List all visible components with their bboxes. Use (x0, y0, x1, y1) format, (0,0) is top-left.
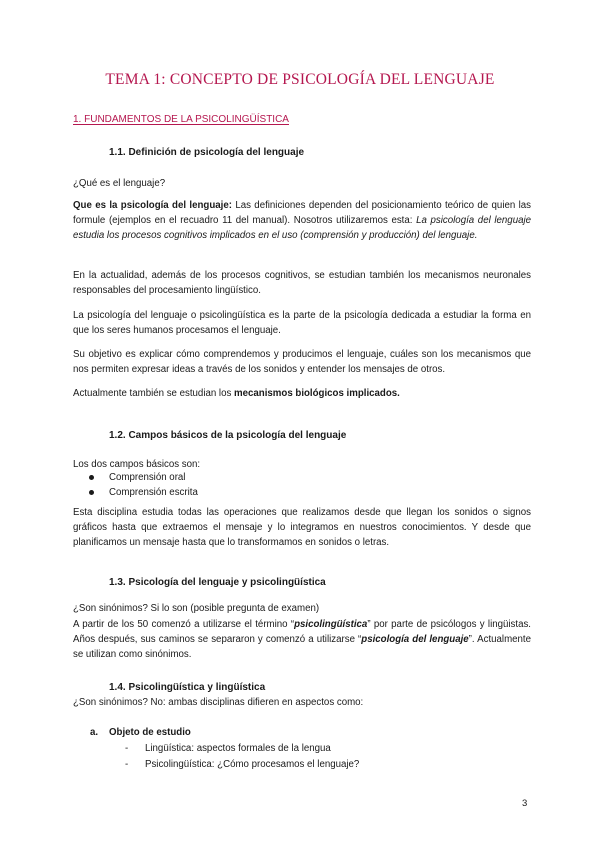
question-line: ¿Qué es el lenguaje? (73, 178, 166, 189)
subsection-heading-1-1: 1.1. Definición de psicología del lenguaje (109, 147, 305, 158)
list-item: Comprensión oral (73, 470, 198, 485)
term-psychology-of-language: psicología del lenguaje (361, 634, 469, 646)
subsection-heading-1-4: 1.4. Psicolingüística y lingüística (109, 682, 266, 693)
paragraph-neural-mechanisms: En la actualidad, además de los procesos cognitivos, se estudian también los mecanismos neuronales responsables del procesamiento lingüístico. (73, 270, 531, 297)
term-psycholinguistics: psicolingüística (294, 619, 368, 630)
paragraph-psycholinguistics-definition: La psicología del lenguaje o psicolingüística es la parte de la psicología dedicada a estudiar la forma en que los seres humanos procesamos el lenguaje. (73, 310, 531, 337)
subsection-heading-1-2: 1.2. Campos básicos de la psicología del lenguaje (109, 430, 347, 441)
synonyms-question-1: ¿Son sinónimos? Si lo son (posible pregunta de examen) (73, 603, 320, 614)
paragraph-biological-text: Actualmente también se estudian los (73, 388, 235, 399)
paragraph-discipline: Esta disciplina estudia todas las operaciones que realizamos desde que llegan los sonidos o signos gráficos hasta que extraemos el mensaje y lo integramos en nuestros conocimientos. Y desde que planificamos un mensaje hasta que lo transformamos en sonidos o letras. (73, 507, 531, 549)
sub-item-title: Objeto de estudio (109, 727, 191, 738)
synonyms-question-2: ¿Son sinónimos? No: ambas disciplinas difieren en aspectos como: (73, 697, 364, 708)
definition-label: Que es la psicología del lenguaje: (73, 200, 232, 211)
dash-marker: - (125, 743, 129, 754)
paragraph-objective: Su objetivo es explicar cómo comprendemos y producimos el lenguaje, cuáles son los mecanismos que nos permiten expresar ideas a través de los sonidos y entender los mensajes de otros. (73, 349, 531, 376)
dash-item-text: Lingüística: aspectos formales de la lengua (145, 743, 331, 754)
paragraph-biological-bold: mecanismos biológicos implicados. (234, 388, 400, 399)
definition-paragraph (73, 198, 531, 244)
sub-item-label: a. (90, 727, 99, 738)
history-text-b: ” por parte de psicólogos y lingüistas. Años después, sus caminos se separaron y comenzó a utilizarse “ (73, 619, 531, 646)
sub-item-a (90, 727, 191, 738)
list-item: Comprensión escrita (73, 485, 198, 500)
dash-item-psycholinguistics (125, 759, 359, 770)
history-text-c: ”. Actualmente se utilizan como sinónimos. (73, 634, 531, 661)
section-heading-1: 1. FUNDAMENTOS DE LA PSICOLINGÜÍSTICA (73, 114, 289, 125)
definition-text: Las definiciones dependen del posicionamiento teórico de quien las formule (ejemplos en el recuadro 11 del manual). Nosotros utilizaremos esta: (73, 200, 531, 227)
paragraph-history (73, 617, 531, 663)
dash-marker: - (125, 759, 129, 770)
paragraph-biological (73, 386, 531, 401)
document-title: TEMA 1: CONCEPTO DE PSICOLOGÍA DEL LENGUAJE (105, 71, 495, 88)
dash-item-text: Psicolingüística: ¿Cómo procesamos el lenguaje? (145, 759, 360, 770)
page-number: 3 (522, 798, 528, 809)
history-text-a: A partir de los 50 comenzó a utilizarse el término “ (73, 619, 295, 630)
dash-item-linguistics (125, 743, 331, 754)
subsection-heading-1-3: 1.3. Psicología del lenguaje y psicolingüística (109, 577, 326, 588)
fields-intro: Los dos campos básicos son: (73, 459, 201, 470)
definition-quote: La psicología del lenguaje estudia los procesos cognitivos implicados en el uso (comprensión y producción) del lenguaje. (73, 215, 532, 242)
fields-list (73, 470, 198, 500)
